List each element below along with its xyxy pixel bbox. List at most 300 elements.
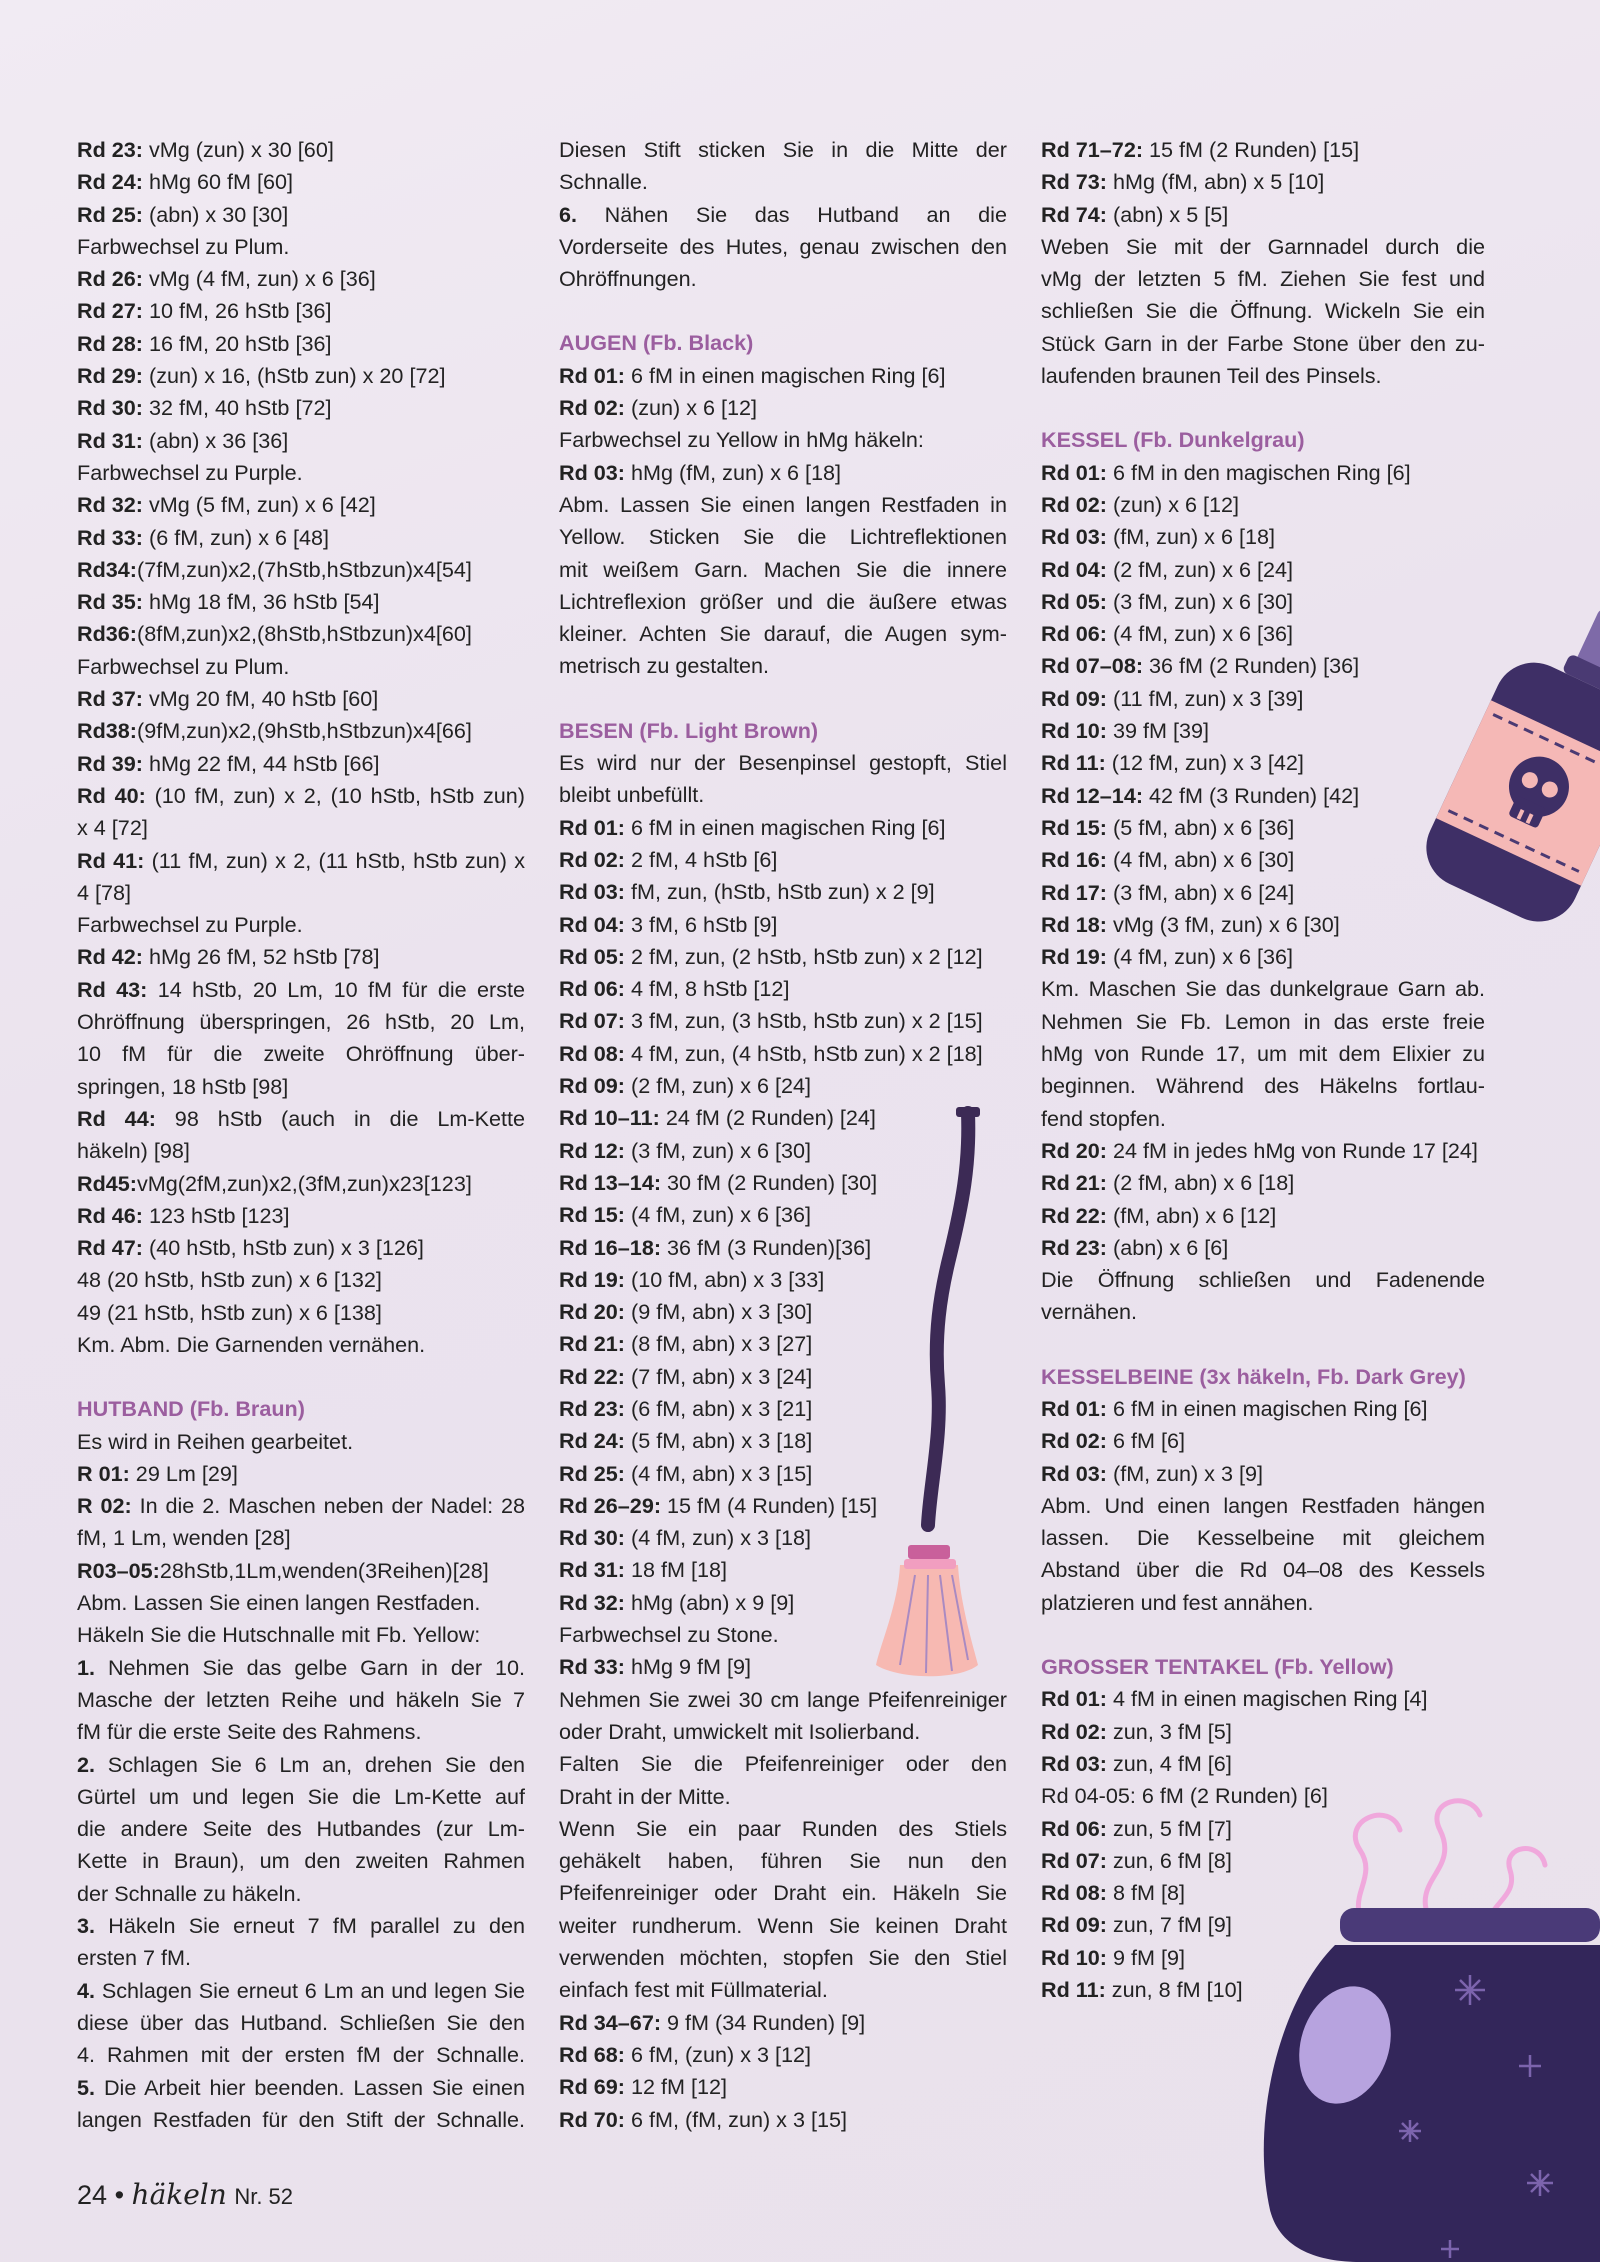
row-text: springen, 18 hStb [98] (77, 1073, 289, 1099)
row-text: Farbwechsel zu Yellow in hMg häkeln: (559, 427, 924, 453)
instruction-line (77, 1587, 525, 1619)
instruction-line (1041, 328, 1485, 360)
instruction-line (559, 2104, 1007, 2136)
row-text: 4 fM, 8 hStb [12] (625, 976, 790, 1002)
row-text: Die Arbeit hier beenden. Lassen Sie einen (95, 2074, 525, 2100)
row-text: hMg 22 fM, 44 hStb [66] (143, 750, 380, 776)
instruction-line (559, 1974, 1007, 2006)
row-label: Rd 40: (77, 782, 146, 808)
instruction-line (559, 618, 1007, 650)
instruction-line (77, 1813, 525, 1845)
instruction-line (77, 2072, 525, 2104)
instruction-line (1041, 1135, 1485, 1167)
row-text: (3 fM, abn) x 6 [24] (1107, 879, 1295, 905)
section-heading: KESSEL (Fb. Dunkelgrau) (1041, 427, 1305, 453)
row-text: 2 fM, zun, (2 hStb, hStb zun) x 2 [12] (625, 943, 983, 969)
row-text: (11 fM, zun) x 2, (11 hStb, hStb zun) x (144, 847, 525, 873)
instruction-line (77, 263, 525, 295)
row-text: Falten Sie die Pfeifenreiniger oder den (559, 1751, 1007, 1777)
row-text: der Schnalle zu häkeln. (77, 1880, 302, 1906)
instruction-line (1041, 1070, 1485, 1102)
row-text: vMg 20 fM, 40 hStb [60] (143, 686, 379, 712)
row-text: laufenden braunen Teil des Pinsels. (1041, 363, 1382, 389)
row-text: 10 fM, 26 hStb [36] (143, 298, 332, 324)
row-text: (zun) x 6 [12] (625, 395, 758, 421)
row-text: Es wird in Reihen gearbeitet. (77, 1428, 354, 1454)
row-text: (10 fM, zun) x 2, (10 hStb, hStb zun) (145, 782, 525, 808)
row-text: (10 fM, abn) x 3 [33] (625, 1266, 825, 1292)
instruction-line (77, 941, 525, 973)
row-text: 30 fM (2 Runden) [30] (661, 1169, 878, 1195)
instruction-line (559, 1845, 1007, 1877)
instruction-line (77, 845, 525, 877)
row-text: Kette in Braun), um den zweiten Rahmen (77, 1848, 525, 1874)
instruction-line (559, 650, 1007, 682)
instruction-line (77, 1878, 525, 1910)
section-heading: GROSSER TENTAKEL (Fb. Yellow) (1041, 1654, 1394, 1680)
instruction-line (559, 1070, 1007, 1102)
row-label: Rd 47: (77, 1235, 143, 1261)
row-label: Rd 09: (1041, 685, 1107, 711)
row-label: Rd 03: (559, 459, 625, 485)
instruction-line (77, 1297, 525, 1329)
row-text: (2 fM, zun) x 6 [24] (625, 1073, 812, 1099)
row-text: Häkeln Sie die Hutschnalle mit Fb. Yellow: (77, 1622, 481, 1648)
instruction-line (77, 1619, 525, 1651)
instruction-line (77, 1716, 525, 1748)
row-label: Rd 02: (559, 846, 625, 872)
magazine-name: häkeln (131, 2178, 227, 2211)
instruction-line (77, 974, 525, 1006)
instruction-line (559, 812, 1007, 844)
row-text: (abn) x 5 [5] (1107, 201, 1229, 227)
row-label: Rd 42: (77, 944, 143, 970)
row-label: Rd 01: (559, 362, 625, 388)
instruction-line (77, 295, 525, 327)
instruction-line (559, 1781, 1007, 1813)
instruction-line (559, 973, 1007, 1005)
row-label: Rd 28: (77, 330, 143, 356)
row-text: Nehmen Sie zwei 30 cm lange Pfeifenreiniger (559, 1686, 1007, 1712)
row-text: Masche der letzten Reihe und häkeln Sie 7 (77, 1686, 525, 1712)
instruction-line (559, 1910, 1007, 1942)
instruction-line (77, 1103, 525, 1135)
row-text: (zun) x 6 [12] (1107, 491, 1240, 517)
row-label: Rd 06: (559, 976, 625, 1002)
row-label: Rd 15: (1041, 814, 1107, 840)
row-text: fM für die erste Seite des Rahmens. (77, 1719, 422, 1745)
text-column-left (77, 134, 525, 2136)
instruction-line (77, 651, 525, 683)
row-text: vMg (4 fM, zun) x 6 [36] (143, 266, 376, 292)
instruction-line (77, 1232, 525, 1264)
row-label: Rd 23: (77, 137, 143, 162)
row-label: Rd 07: (1041, 1847, 1107, 1873)
section-heading: BESEN (Fb. Light Brown) (559, 717, 819, 743)
row-label: Rd 41: (77, 847, 145, 873)
row-text: schließen Sie die Öffnung. Wickeln Sie ein (1041, 298, 1485, 324)
row-label: Rd 04: (1041, 556, 1107, 582)
row-label: Rd36: (77, 621, 137, 647)
row-text: fM, zun, (hStb, hStb zun) x 2 [9] (625, 879, 935, 905)
row-text: metrisch zu gestalten. (559, 653, 770, 679)
row-text: Ohröffnungen. (559, 266, 697, 292)
instruction-line (77, 1749, 525, 1781)
row-label: Rd 09: (559, 1073, 625, 1099)
row-text: Gürtel um und legen Sie die Lm-Kette auf (77, 1783, 525, 1809)
instruction-line (559, 424, 1007, 456)
row-text: weiter rundherum. Wenn Sie keinen Draht (559, 1912, 1007, 1938)
row-label: Rd 15: (559, 1202, 625, 1228)
row-text: (12 fM, zun) x 3 [42] (1105, 750, 1304, 776)
instruction-line (77, 1652, 525, 1684)
row-text: hMg (fM, zun) x 6 [18] (625, 459, 842, 485)
row-text: 3 fM, zun, (3 hStb, hStb zun) x 2 [15] (625, 1008, 983, 1034)
instruction-line (559, 779, 1007, 811)
row-label: Rd 22: (559, 1363, 625, 1389)
row-text: (4 fM, zun) x 6 [36] (1107, 621, 1294, 647)
instruction-line (77, 618, 525, 650)
instruction-line (77, 780, 525, 812)
row-text: 4 fM, zun, (4 hStb, hStb zun) x 2 [18] (625, 1040, 983, 1066)
instruction-line (1041, 457, 1485, 489)
row-text: Farbwechsel zu Plum. (77, 233, 290, 259)
instruction-line (77, 392, 525, 424)
instruction-line (559, 360, 1007, 392)
instruction-line (1041, 1103, 1485, 1135)
row-label: Rd 43: (77, 976, 148, 1002)
row-text: Abm. Und einen langen Restfaden hängen (1041, 1492, 1485, 1518)
row-label: Rd 31: (77, 427, 143, 453)
row-label: Rd 04: (559, 911, 625, 937)
instruction-line (1041, 134, 1485, 166)
row-label: Rd 26–29: (559, 1492, 662, 1518)
page-footer (77, 2178, 293, 2211)
row-label: Rd 05: (559, 943, 625, 969)
instruction-line (1041, 295, 1485, 327)
row-label: Rd 06: (1041, 621, 1107, 647)
page-number: 24 (77, 2180, 108, 2210)
issue-number: Nr. 52 (234, 2184, 294, 2209)
instruction-line (1041, 1296, 1485, 1328)
instruction-line (77, 2039, 525, 2071)
row-label: Rd 10: (1041, 718, 1107, 744)
row-label: Rd 02: (1041, 1428, 1107, 1454)
row-text: Rd 04-05: 6 fM (2 Runden) [6] (1041, 1783, 1328, 1809)
row-text: (5 fM, abn) x 3 [18] (625, 1428, 813, 1454)
row-text: 98 hStb (auch in die Lm-Kette (155, 1105, 525, 1131)
row-label: Rd 68: (559, 2041, 625, 2067)
instruction-line (77, 360, 525, 392)
cauldron-body (1264, 1945, 1600, 2262)
row-text: Abm. Lassen Sie einen langen Restfaden in (559, 491, 1007, 517)
instruction-line (559, 554, 1007, 586)
row-text: diese über das Hutband. Schließen Sie den (77, 2009, 525, 2035)
row-label: Rd 02: (1041, 1718, 1107, 1744)
row-label: Rd 22: (1041, 1202, 1107, 1228)
row-label: Rd 20: (1041, 1137, 1107, 1163)
row-text: hMg 26 fM, 52 hStb [78] (143, 944, 380, 970)
instruction-line (77, 877, 525, 909)
row-label: Rd 23: (559, 1395, 625, 1421)
instruction-line (1041, 1200, 1485, 1232)
row-text: (8 fM, abn) x 3 [27] (625, 1331, 813, 1357)
row-text: x 4 [72] (77, 815, 148, 841)
instruction-line (559, 134, 1007, 166)
row-text: (5 fM, abn) x 6 [36] (1107, 814, 1295, 840)
cauldron-illustration (1240, 1700, 1600, 2262)
row-label: Rd 16: (1041, 847, 1107, 873)
row-label: Rd 69: (559, 2074, 625, 2100)
instruction-line (1041, 1264, 1485, 1296)
row-label: 3. (77, 1913, 96, 1939)
instruction-line (559, 2007, 1007, 2039)
row-text: gehäkelt haben, führen Sie nun den (559, 1848, 1007, 1874)
instruction-line (77, 683, 525, 715)
instruction-line (77, 1490, 525, 1522)
row-label: Rd 30: (77, 395, 143, 421)
row-text: (2 fM, abn) x 6 [18] (1107, 1170, 1295, 1196)
instruction-line (77, 328, 525, 360)
row-label: Rd 20: (559, 1299, 625, 1325)
row-text: zun, 8 fM [10] (1105, 1977, 1243, 2003)
row-text: (6 fM, abn) x 3 [21] (625, 1395, 813, 1421)
section-heading: HUTBAND (Fb. Braun) (77, 1396, 305, 1422)
row-label: Rd 71–72: (1041, 137, 1144, 162)
row-text: (4 fM, abn) x 3 [15] (625, 1460, 813, 1486)
cauldron-rim (1340, 1908, 1600, 1942)
row-text: 123 hStb [123] (143, 1202, 290, 1228)
row-label: Rd 23: (1041, 1234, 1107, 1260)
row-text: 28hStb,1Lm,wenden(3Reihen)[28] (159, 1557, 489, 1583)
row-text: Weben Sie mit der Garnnadel durch die (1041, 233, 1485, 259)
instruction-line (1041, 1587, 1485, 1619)
instruction-line (77, 1458, 525, 1490)
row-text: 24 fM in jedes hMg von Runde 17 [24] (1107, 1137, 1478, 1163)
row-text: 36 fM (2 Runden) [36] (1143, 653, 1360, 679)
row-label: Rd 10–11: (559, 1105, 660, 1131)
row-text: 48 (20 hStb, hStb zun) x 6 [132] (77, 1267, 382, 1293)
row-text: 3 fM, 6 hStb [9] (625, 911, 778, 937)
row-text: langen Restfaden für den Stift der Schnalle. (77, 2106, 525, 2132)
row-text: fM, 1 Lm, wenden [28] (77, 1525, 291, 1551)
row-label: Rd 30: (559, 1525, 625, 1551)
row-text: Vorderseite des Hutes, genau zwischen den (559, 233, 1007, 259)
row-text: (2 fM, zun) x 6 [24] (1107, 556, 1294, 582)
row-text: die andere Seite des Hutbandes (zur Lm- (77, 1816, 525, 1842)
row-label: Rd 25: (559, 1460, 625, 1486)
row-text: (abn) x 36 [36] (143, 427, 289, 453)
row-label: Rd34: (77, 556, 137, 582)
instruction-line (77, 715, 525, 747)
row-text: (7 fM, abn) x 3 [24] (625, 1363, 813, 1389)
instruction-line (1041, 199, 1485, 231)
row-text: Yellow. Sticken Sie die Lichtreflektionen (559, 524, 1007, 550)
instruction-line (77, 1168, 525, 1200)
row-text: (9 fM, abn) x 3 [30] (625, 1299, 813, 1325)
instruction-line (1041, 521, 1485, 553)
row-label: Rd 27: (77, 298, 143, 324)
instruction-line (1041, 1393, 1485, 1425)
instruction-line (1041, 1458, 1485, 1490)
row-label: Rd 02: (559, 395, 625, 421)
broom-handle-top (956, 1107, 980, 1117)
instruction-line (559, 586, 1007, 618)
row-text: einfach fest mit Füllmaterial. (559, 1977, 828, 2003)
row-text: Abstand über die Rd 04–08 des Kessels (1041, 1557, 1485, 1583)
row-text: Farbwechsel zu Stone. (559, 1622, 779, 1648)
row-text: 10 fM für die zweite Ohröffnung über- (77, 1041, 525, 1067)
row-label: Rd 03: (559, 879, 625, 905)
row-text: vMg (zun) x 30 [60] (143, 137, 334, 162)
row-text: vMg der letzten 5 fM. Ziehen Sie fest und (1041, 266, 1485, 292)
row-label: Rd 25: (77, 201, 143, 227)
row-label: Rd 31: (559, 1557, 625, 1583)
row-text: mit weißem Garn. Machen Sie die innere (559, 556, 1007, 582)
row-text: Es wird nur der Besenpinsel gestopft, Stiel (559, 750, 1007, 776)
row-label: Rd 24: (559, 1428, 625, 1454)
row-label: Rd 09: (1041, 1912, 1107, 1938)
row-label: Rd 03: (1041, 524, 1107, 550)
instruction-line (559, 166, 1007, 198)
row-label: Rd 34–67: (559, 2009, 662, 2035)
row-label: Rd 19: (559, 1266, 625, 1292)
row-text: (abn) x 6 [6] (1107, 1234, 1229, 1260)
instruction-line (77, 1135, 525, 1167)
instruction-line (1041, 1490, 1485, 1522)
row-text: 9 fM (34 Runden) [9] (661, 2009, 866, 2035)
row-text: 29 Lm [29] (129, 1460, 238, 1486)
instruction-line (1041, 1232, 1485, 1264)
row-text: (fM, abn) x 6 [12] (1107, 1202, 1277, 1228)
instruction-line (559, 392, 1007, 424)
row-label: Rd 03: (1041, 1750, 1107, 1776)
row-text: lassen. Die Kesselbeine mit gleichem (1041, 1525, 1485, 1551)
instruction-line (559, 844, 1007, 876)
row-label: Rd 07–08: (1041, 653, 1144, 679)
row-text: hMg von Runde 17, um mit dem Elixier zu (1041, 1041, 1485, 1067)
row-label: 4. (77, 1977, 96, 2003)
row-text: zun, 6 fM [8] (1107, 1847, 1232, 1873)
row-text: 4 [78] (77, 879, 132, 905)
instruction-line (77, 522, 525, 554)
row-label: Rd 74: (1041, 201, 1107, 227)
row-text: vMg(2fM,zun)x2,(3fM,zun)x23[123] (137, 1170, 472, 1196)
instruction-line (559, 2071, 1007, 2103)
row-text: fend stopfen. (1041, 1105, 1166, 1131)
row-text: vernähen. (1041, 1299, 1138, 1325)
row-text: 49 (21 hStb, hStb zun) x 6 [138] (77, 1299, 382, 1325)
row-label: Rd 01: (559, 814, 625, 840)
instruction-line (559, 199, 1007, 231)
row-label: Rd 08: (559, 1040, 625, 1066)
row-label: Rd 35: (77, 589, 143, 615)
row-text: 8 fM [8] (1107, 1880, 1186, 1906)
row-text: verwenden möchten, stopfen Sie den Stiel (559, 1945, 1007, 1971)
instruction-line (77, 1845, 525, 1877)
row-text: 12 fM [12] (625, 2074, 728, 2100)
row-label: Rd 21: (559, 1331, 625, 1357)
row-text: hMg 60 fM [60] (143, 169, 294, 195)
row-text: 39 fM [39] (1107, 718, 1210, 744)
row-text: oder Draht, umwickelt mit Isolierband. (559, 1718, 921, 1744)
row-text: Nehmen Sie das gelbe Garn in der 10. (95, 1654, 525, 1680)
row-label: Rd 01: (1041, 459, 1107, 485)
section-heading: KESSELBEINE (3x häkeln, Fb. Dark Grey) (1041, 1363, 1466, 1389)
row-text: Diesen Stift sticken Sie in die Mitte der (559, 137, 1007, 162)
instruction-line (77, 2007, 525, 2039)
instruction-line (1041, 489, 1485, 521)
row-text: 15 fM (2 Runden) [15] (1143, 137, 1360, 162)
row-label: Rd 05: (1041, 588, 1107, 614)
instruction-line (559, 1684, 1007, 1716)
row-text: (8fM,zun)x2,(8hStb,hStbzun)x4[60] (137, 621, 472, 647)
row-text: zun, 3 fM [5] (1107, 1718, 1232, 1744)
instruction-line (559, 2039, 1007, 2071)
instruction-line (77, 1910, 525, 1942)
instruction-line (1041, 166, 1485, 198)
row-text: (fM, zun) x 6 [18] (1107, 524, 1276, 550)
row-text: zun, 4 fM [6] (1107, 1750, 1232, 1776)
instruction-line (1041, 1167, 1485, 1199)
instruction-line (559, 909, 1007, 941)
row-label: Rd 11: (1041, 750, 1106, 776)
row-text: 42 fM (3 Runden) [42] (1143, 782, 1360, 808)
row-label: Rd 18: (1041, 911, 1107, 937)
instruction-line (77, 748, 525, 780)
row-text: Draht in der Mitte. (559, 1783, 731, 1809)
row-text: kleiner. Achten Sie darauf, die Augen sym- (559, 621, 1007, 647)
instruction-line (77, 1038, 525, 1070)
row-text: hMg (fM, abn) x 5 [10] (1107, 169, 1325, 195)
instruction-line (77, 586, 525, 618)
row-text: (4 fM, zun) x 3 [18] (625, 1525, 812, 1551)
row-text: Schlagen Sie erneut 6 Lm an und legen Sie (95, 1977, 525, 2003)
instruction-line (77, 1006, 525, 1038)
row-text: Schnalle. (559, 169, 648, 195)
row-text: 2 fM, 4 hStb [6] (625, 846, 778, 872)
row-text: 6 fM [6] (1107, 1428, 1186, 1454)
row-label: Rd 44: (77, 1105, 156, 1131)
row-text: hMg (abn) x 9 [9] (625, 1589, 795, 1615)
row-label: Rd 01: (1041, 1686, 1107, 1712)
row-text: (3 fM, zun) x 6 [30] (625, 1137, 812, 1163)
row-text: (fM, zun) x 3 [9] (1107, 1460, 1263, 1486)
row-label: Rd 06: (1041, 1815, 1107, 1841)
instruction-line (77, 199, 525, 231)
instruction-line (77, 1522, 525, 1554)
instruction-line (559, 231, 1007, 263)
instruction-line (77, 1200, 525, 1232)
instruction-line (559, 876, 1007, 908)
row-text: (3 fM, zun) x 6 [30] (1107, 588, 1294, 614)
row-label: Rd 26: (77, 266, 143, 292)
row-text: (40 hStb, hStb zun) x 3 [126] (143, 1235, 424, 1261)
row-text: (zun) x 16, (hStb zun) x 20 [72] (143, 363, 446, 389)
row-text: Häkeln Sie erneut 7 fM parallel zu den (95, 1913, 525, 1939)
row-text: Lichtreflexion größer und die äußere etwas (559, 588, 1007, 614)
instruction-line (77, 457, 525, 489)
instruction-line (559, 941, 1007, 973)
instruction-line (77, 1781, 525, 1813)
row-text: beginnen. Während des Häkelns fortlau- (1041, 1073, 1485, 1099)
row-label: Rd 01: (1041, 1395, 1107, 1421)
row-label: R 02: (77, 1493, 132, 1519)
instruction-line (1041, 231, 1485, 263)
instruction-line (559, 1877, 1007, 1909)
row-label: Rd 07: (559, 1008, 625, 1034)
row-text: häkeln) [98] (77, 1138, 190, 1164)
